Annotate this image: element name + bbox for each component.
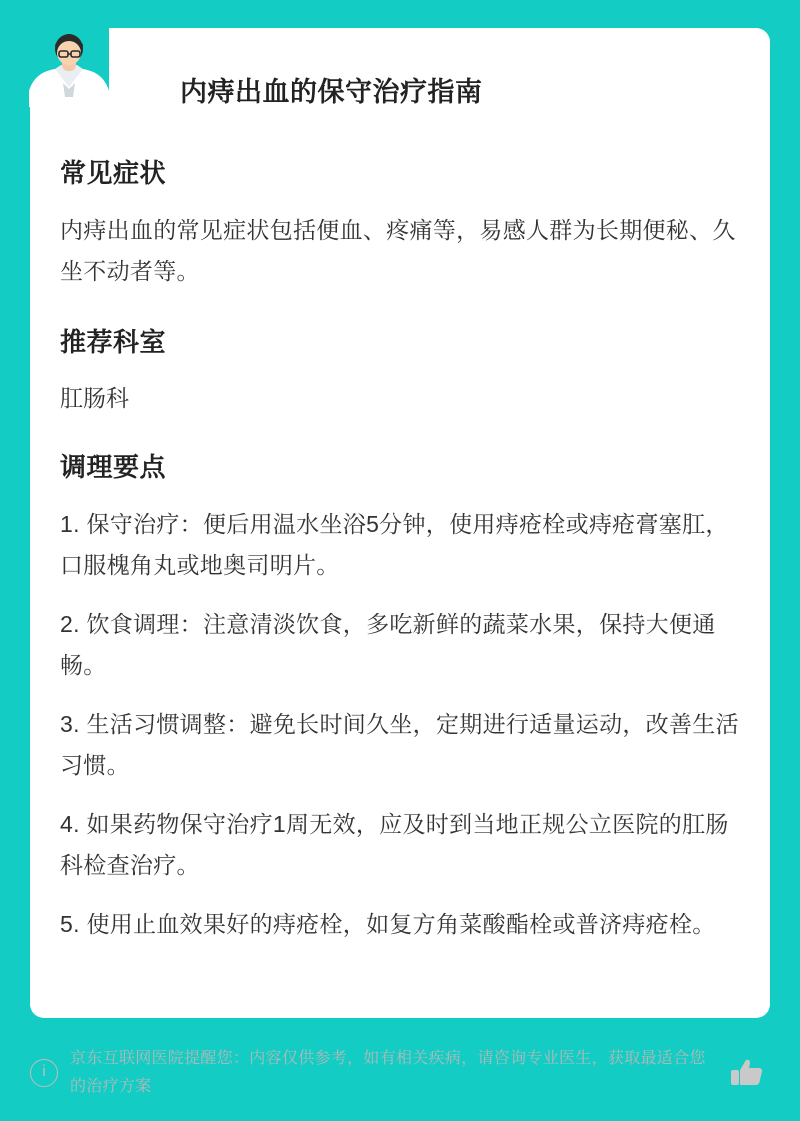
content-card <box>30 28 770 1018</box>
disclaimer-text: 京东互联网医院提醒您：内容仅供参考，如有相关疾病，请咨询专业医生，获取最适合您的治疗方案 <box>70 1050 706 1095</box>
page-title: 内痔出血的保守治疗指南 <box>180 77 483 107</box>
list-item: 4. 如果药物保守治疗1周无效，应及时到当地正规公立医院的肛肠科检查治疗。 <box>60 811 729 878</box>
footer-disclaimer-bar <box>30 1025 770 1121</box>
thumbs-up-icon[interactable] <box>726 1051 770 1095</box>
list-item: 1. 保守治疗：便后用温水坐浴5分钟，使用痔疮栓或痔疮膏塞肛，口服槐角丸或地奥司明片。 <box>60 511 729 578</box>
section-department <box>60 322 740 417</box>
document-content <box>60 153 740 945</box>
list-item: 5. 使用止血效果好的痔疮栓，如复方角菜酸酯栓或普济痔疮栓。 <box>60 911 716 937</box>
list-item: 3. 生活习惯调整：避免长时间久坐，定期进行适量运动，改善生活习惯。 <box>60 711 739 778</box>
list-item: 2. 饮食调理：注意清淡饮食，多吃新鲜的蔬菜水果，保持大便通畅。 <box>60 611 716 678</box>
section-heading: 常见症状 <box>60 158 167 188</box>
section-heading: 调理要点 <box>60 452 167 482</box>
info-circle-icon: i <box>30 1059 58 1087</box>
section-care-points <box>60 447 740 945</box>
section-paragraph: 肛肠科 <box>60 385 129 411</box>
section-symptoms <box>60 153 740 292</box>
section-paragraph: 内痔出血的常见症状包括便血、疼痛等，易感人群为长期便秘、久坐不动者等。 <box>60 217 736 284</box>
section-heading: 推荐科室 <box>60 327 167 357</box>
person-avatar-icon <box>29 27 109 107</box>
